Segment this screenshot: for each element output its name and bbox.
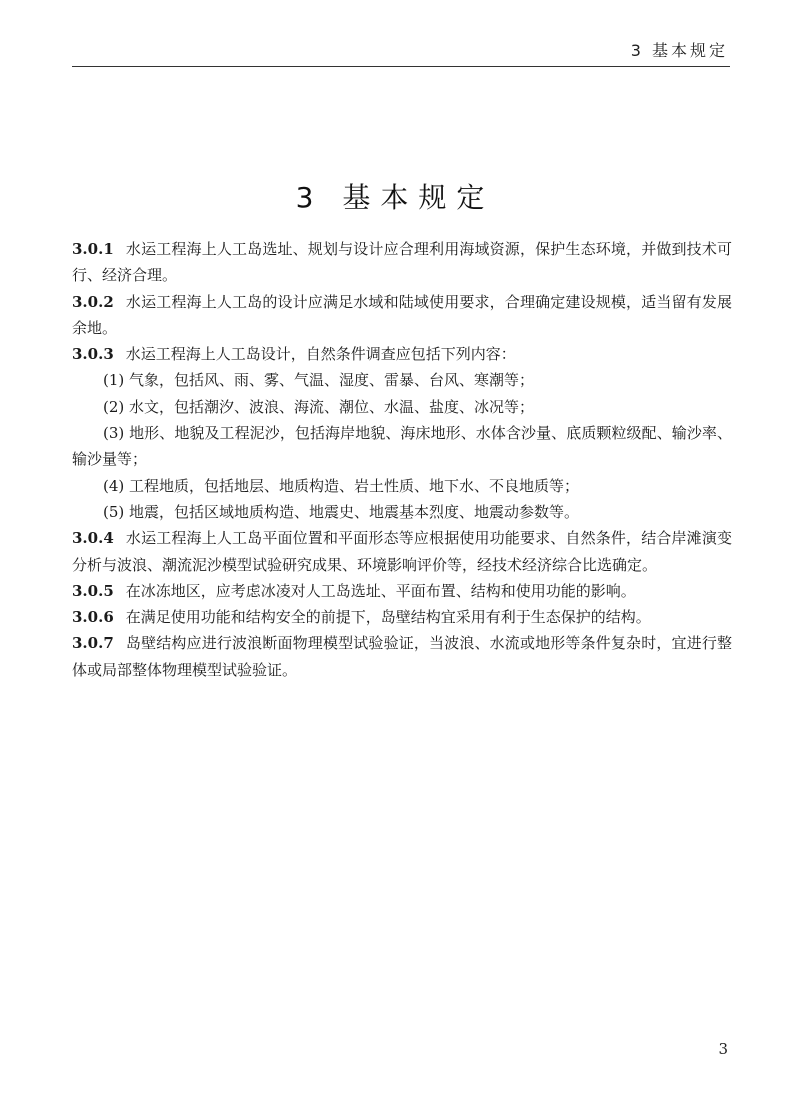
clause-number: 3.0.3 <box>72 345 114 364</box>
clause-text: 在满足使用功能和结构安全的前提下，岛壁结构宜采用有利于生态保护的结构。 <box>125 608 651 627</box>
clause-number: 3.0.7 <box>72 634 114 653</box>
clause-text: 水运工程海上人工岛选址、规划与设计应合理利用海域资源，保护生态环境，并做到技术可行、经济合理。 <box>72 240 732 285</box>
clause-3-0-2 <box>72 289 732 342</box>
clause-text: 水运工程海上人工岛设计，自然条件调查应包括下列内容： <box>125 345 516 364</box>
clause-3-0-5 <box>72 578 732 604</box>
clause-3-0-7 <box>72 630 732 683</box>
clause-text: 水运工程海上人工岛平面位置和平面形态等应根据使用功能要求、自然条件，结合岸滩演变分析与波浪、潮流泥沙模型试验研究成果、环境影响评价等，经技术经济综合比选确定。 <box>72 529 732 574</box>
list-item: (5) 地震，包括区域地质构造、地震史、地震基本烈度、地震动参数等。 <box>103 502 580 521</box>
clause-3-0-6 <box>72 604 732 630</box>
header-rule <box>72 66 730 67</box>
clause-number: 3.0.4 <box>72 529 114 548</box>
clause-3-0-4 <box>72 525 732 578</box>
clause-text: 岛壁结构应进行波浪断面物理模型试验验证，当波浪、水流或地形等条件复杂时，宜进行整体或局部整体物理模型试验验证。 <box>72 634 732 679</box>
list-item: (4) 工程地质，包括地层、地质构造、岩土性质、地下水、不良地质等； <box>103 476 580 495</box>
list-item: (3) 地形、地貌及工程泥沙，包括海岸地貌、海床地形、水体含沙量、底质颗粒级配、输沙率、输沙量等； <box>72 424 732 469</box>
clause-text: 水运工程海上人工岛的设计应满足水域和陆域使用要求，合理确定建设规模，适当留有发展余地。 <box>72 292 732 337</box>
clause-3-0-1 <box>72 236 732 289</box>
clause-3-0-3 <box>72 341 732 367</box>
clause-number: 3.0.1 <box>72 240 114 258</box>
clause-text: 在冰冻地区，应考虑冰凌对人工岛选址、平面布置、结构和使用功能的影响。 <box>125 581 636 600</box>
chapter-title: 3 基本规定 <box>295 181 495 214</box>
clause-number: 3.0.2 <box>72 292 114 311</box>
page-number: 3 <box>718 1040 728 1058</box>
list-item: (2) 水文，包括潮汐、波浪、海流、潮位、水温、盐度、冰况等； <box>103 397 535 416</box>
running-header: 3 基本规定 <box>630 41 728 60</box>
clause-number: 3.0.5 <box>72 581 114 600</box>
clause-number: 3.0.6 <box>72 608 114 627</box>
list-item: (1) 气象，包括风、雨、雾、气温、湿度、雷暴、台风、寒潮等； <box>103 371 535 390</box>
chapter-body <box>72 236 732 683</box>
